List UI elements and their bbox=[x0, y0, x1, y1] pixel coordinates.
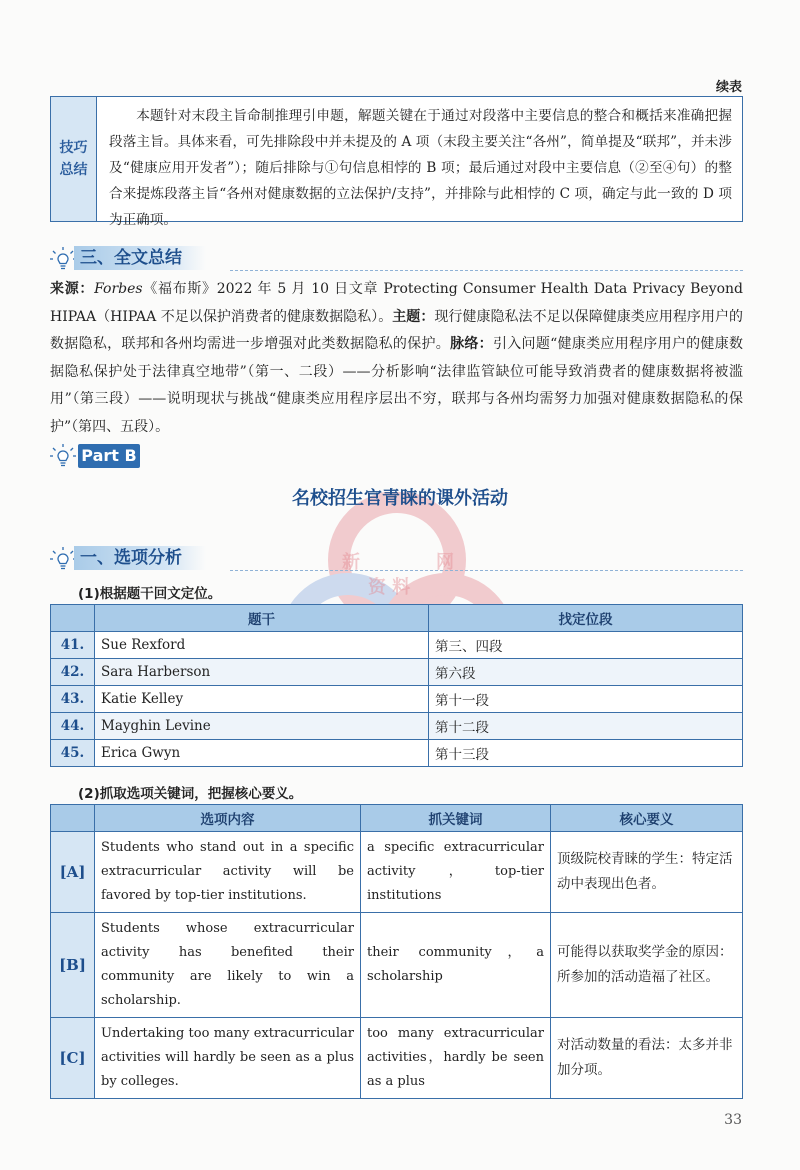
option-letter: [B] bbox=[51, 913, 95, 1018]
option-keywords: a specific extracurricular activity，top-tier institutions bbox=[361, 832, 551, 913]
question-stem: Erica Gwyn bbox=[95, 740, 429, 767]
table-row bbox=[51, 913, 743, 1018]
section-divider bbox=[230, 570, 743, 571]
lightbulb-icon bbox=[50, 546, 76, 572]
subheading-locate: (1)根据题干回文定位。 bbox=[78, 586, 222, 602]
option-letter: [A] bbox=[51, 832, 95, 913]
option-content: Students who stand out in a specific extracurricular activity will be favored by top-tier institutions. bbox=[95, 832, 361, 913]
options-table bbox=[50, 804, 743, 1099]
column-header: 找定位段 bbox=[429, 605, 743, 632]
section-title: 三、全文总结 bbox=[74, 246, 206, 270]
option-core-meaning: 可能得以获取奖学金的原因：所参加的活动造福了社区。 bbox=[551, 913, 743, 1018]
column-header: 选项内容 bbox=[95, 805, 361, 832]
table-row bbox=[51, 632, 743, 659]
part-b-heading bbox=[50, 441, 743, 469]
table-row bbox=[51, 740, 743, 767]
table-row bbox=[51, 686, 743, 713]
skill-summary-text: 本题针对末段主旨命制推理引申题，解题关键在于通过对段落中主要信息的整合和概括来准确把握段落主旨。具体来看，可先排除段中并未提及的 A 项（末段主要关注“各州”，简单提及“联邦”，并未涉及“健康应用开发者”）；随后排除与①句信息相悖的 B 项；最后通过对段中主要信息（②至④句）的整合来提炼段落主旨“各州对健康数据的立法保护/支持”，并排除与此相悖的 C 项，确定与此一致的 D 项为正确项。 bbox=[109, 108, 732, 228]
option-content: Students whose extracurricular activity has benefited their community are likely to win a scholarship. bbox=[95, 913, 361, 1018]
locate-table bbox=[50, 604, 743, 767]
located-paragraph: 第三、四段 bbox=[429, 632, 743, 659]
section-heading-summary bbox=[50, 244, 743, 272]
table-row bbox=[51, 832, 743, 913]
skill-summary-label: 技巧 总结 bbox=[51, 97, 97, 221]
located-paragraph: 第十三段 bbox=[429, 740, 743, 767]
option-content: Undertaking too many extracurricular activities will hardly be seen as a plus by colleges. bbox=[95, 1018, 361, 1099]
article-title: 名校招生官青睐的课外活动 bbox=[292, 488, 508, 509]
section-title: 一、选项分析 bbox=[74, 546, 206, 570]
table-header-row bbox=[51, 805, 743, 832]
watermark-text-2: 网 bbox=[436, 552, 454, 573]
question-number: 41. bbox=[51, 632, 95, 659]
table-row bbox=[51, 1018, 743, 1099]
watermark-text-1: 新 bbox=[342, 552, 360, 573]
page-number: 33 bbox=[724, 1112, 742, 1128]
located-paragraph: 第六段 bbox=[429, 659, 743, 686]
option-keywords: too many extracurricular activities，hardly be seen as a plus bbox=[361, 1018, 551, 1099]
question-stem: Sara Harberson bbox=[95, 659, 429, 686]
watermark-text-3: 资 料 bbox=[368, 577, 411, 598]
section-heading-options bbox=[50, 544, 743, 572]
question-number: 45. bbox=[51, 740, 95, 767]
question-number: 43. bbox=[51, 686, 95, 713]
option-core-meaning: 顶级院校青睐的学生：特定活动中表现出色者。 bbox=[551, 832, 743, 913]
question-number: 44. bbox=[51, 713, 95, 740]
question-number: 42. bbox=[51, 659, 95, 686]
subheading-keywords: (2)抓取选项关键词，把握核心要义。 bbox=[78, 786, 303, 802]
question-stem: Mayghin Levine bbox=[95, 713, 429, 740]
skill-summary-box bbox=[50, 96, 743, 228]
located-paragraph: 第十一段 bbox=[429, 686, 743, 713]
section-divider bbox=[230, 270, 743, 271]
lightbulb-icon bbox=[50, 246, 76, 272]
article-summary: 来源：Forbes《福布斯》2022 年 5 月 10 日文章 Protecting Consumer Health Data Privacy Beyond HIPAA（HIPAA 不足以保护消费者的健康数据隐私）。主题：现行健康隐私法不足以保障健康类应用程序用户的数据隐私，联邦和各州均需进一步增强对此类数据隐私的保护。脉络：引入问题“健康类应用程序用户的健康数据隐私保护处于法律真空地带”（第一、二段）——分析影响“法律监管缺位可能导致消费者的健康数据将被滥用”（第三段）——说明现状与挑战“健康类应用程序层出不穷，联邦与各州均需努力加强对健康数据隐私的保护”（第四、五段）。 bbox=[50, 281, 744, 435]
column-header: 题干 bbox=[95, 605, 429, 632]
part-b-label: Part B bbox=[78, 444, 140, 468]
question-stem: Katie Kelley bbox=[95, 686, 429, 713]
option-letter: [C] bbox=[51, 1018, 95, 1099]
column-header: 核心要义 bbox=[551, 805, 743, 832]
table-row bbox=[51, 659, 743, 686]
option-core-meaning: 对活动数量的看法：太多并非加分项。 bbox=[551, 1018, 743, 1099]
continued-label: 续表 bbox=[715, 80, 742, 95]
question-stem: Sue Rexford bbox=[95, 632, 429, 659]
table-header-row bbox=[51, 605, 743, 632]
table-row bbox=[51, 713, 743, 740]
option-keywords: their community，a scholarship bbox=[361, 913, 551, 1018]
column-header: 抓关键词 bbox=[361, 805, 551, 832]
lightbulb-icon bbox=[50, 443, 76, 469]
located-paragraph: 第十二段 bbox=[429, 713, 743, 740]
